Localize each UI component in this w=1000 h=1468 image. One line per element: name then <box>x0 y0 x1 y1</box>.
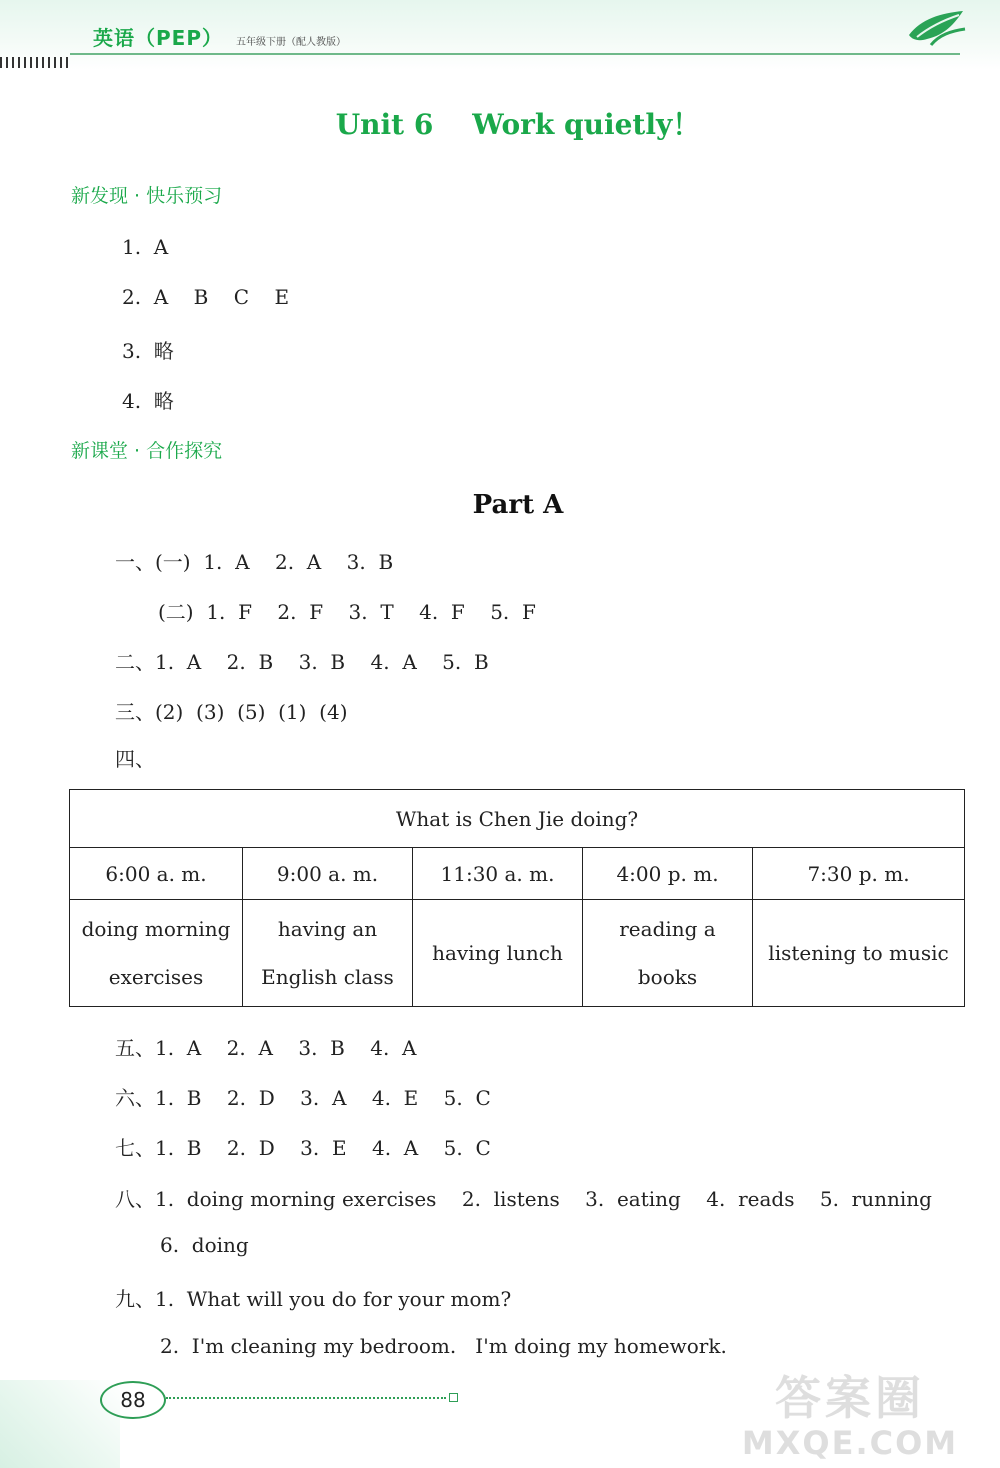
activity-cell <box>243 900 413 1007</box>
activity-cell <box>583 900 753 1007</box>
answer-q5: 五、1. A 2. A 3. B 4. A <box>115 1036 417 1060</box>
answer-q6: 六、1. B 2. D 3. A 4. E 5. C <box>115 1086 491 1110</box>
watermark-logo: 答案圈 <box>775 1371 925 1425</box>
time-cell: 9:00 a. m. <box>243 848 413 900</box>
page-number: 88 <box>100 1381 166 1419</box>
section-heading-preview: 新发现 · 快乐预习 <box>71 185 223 207</box>
footer-square-marker <box>449 1393 458 1402</box>
part-title: Part A <box>472 490 564 520</box>
schedule-table <box>69 789 965 1007</box>
footer-dotted-line <box>166 1397 446 1399</box>
book-subtitle: 五年级下册（配人教版） <box>236 37 346 48</box>
activity-line: doing morning <box>81 917 231 941</box>
preview-answer-4: 4. 略 <box>122 389 174 413</box>
answer-q7: 七、1. B 2. D 3. E 4. A 5. C <box>115 1136 491 1160</box>
activity-line: English class <box>261 965 394 989</box>
table-caption: What is Chen Jie doing? <box>70 790 965 848</box>
watermark-url: MXQE.COM <box>741 1424 959 1462</box>
time-cell: 6:00 a. m. <box>70 848 243 900</box>
book-title: 英语（PEP） <box>93 26 223 50</box>
activity-cell <box>753 900 965 1007</box>
answer-q1a: 一、(一) 1. A 2. A 3. B <box>115 550 394 574</box>
unit-title: Unit 6 Work quietly！ <box>335 108 701 141</box>
answer-q9b: 2. I'm cleaning my bedroom. I'm doing my homework. <box>160 1334 727 1358</box>
leaf-icon <box>905 5 967 49</box>
activity-line: having lunch <box>432 941 563 965</box>
activity-line: books <box>637 965 698 989</box>
watermark <box>700 1372 1000 1468</box>
answer-q9a: 九、1. What will you do for your mom? <box>115 1287 512 1311</box>
time-cell: 11:30 a. m. <box>413 848 583 900</box>
activity-cell <box>70 900 243 1007</box>
preview-answer-1: 1. A <box>122 235 169 259</box>
answer-q2: 二、1. A 2. B 3. B 4. A 5. B <box>115 650 489 674</box>
activity-line: listening to music <box>768 941 949 965</box>
answer-q8a: 八、1. doing morning exercises 2. listens 3. eating 4. reads 5. running <box>115 1187 932 1211</box>
preview-answer-3: 3. 略 <box>122 339 174 363</box>
answer-q4-label: 四、 <box>115 747 155 771</box>
time-cell: 4:00 p. m. <box>583 848 753 900</box>
header-ticks <box>0 57 68 68</box>
answer-q3: 三、(2) (3) (5) (1) (4) <box>115 700 348 724</box>
time-cell: 7:30 p. m. <box>753 848 965 900</box>
activity-line: reading a <box>619 917 716 941</box>
activity-cell <box>413 900 583 1007</box>
preview-answer-2: 2. A B C E <box>122 285 290 309</box>
answer-q1b: (二) 1. F 2. F 3. T 4. F 5. F <box>158 600 536 624</box>
header-divider <box>70 53 960 55</box>
section-heading-class: 新课堂 · 合作探究 <box>71 440 223 462</box>
page-header <box>0 0 1000 80</box>
answer-q8b: 6. doing <box>160 1233 249 1257</box>
activity-line: exercises <box>108 965 204 989</box>
activity-line: having an <box>277 917 378 941</box>
